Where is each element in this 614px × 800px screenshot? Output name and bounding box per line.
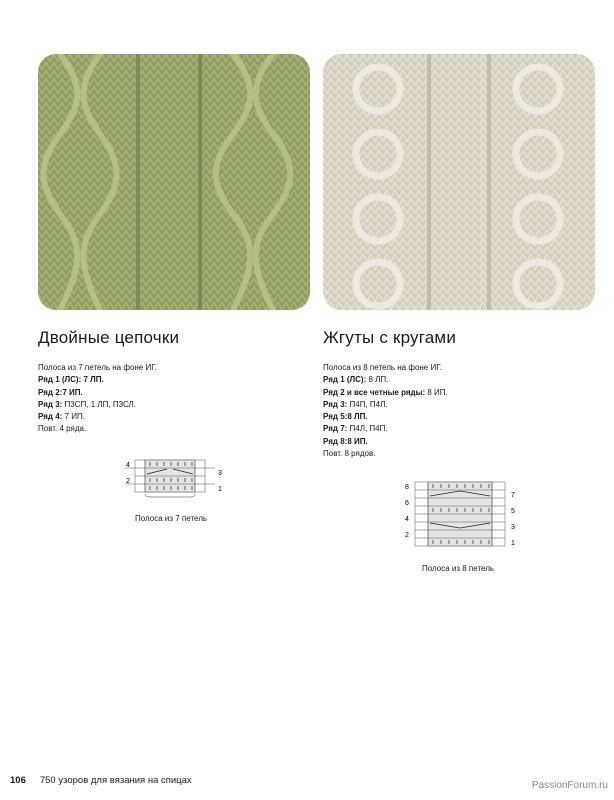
instruction-line: Ряд 3: П3СП, 1 ЛП, П3СЛ. — [38, 399, 137, 409]
pattern-title-cables-with-circles: Жгуты с кругами — [323, 328, 457, 347]
chart-caption-double-chains: Полоса из 7 петель — [135, 514, 208, 523]
page-number: 106 — [10, 775, 26, 786]
stitch-chart-double-chains — [120, 456, 230, 500]
instruction-line: Ряд 2 и все четные ряды: 8 ИП. — [323, 387, 448, 397]
row-number-label: 8 — [405, 484, 409, 491]
row-number-label: 3 — [511, 524, 515, 531]
instruction-line: Ряд 2:7 ИП. — [38, 387, 83, 397]
row-number-label: 4 — [126, 462, 130, 469]
row-number-label: 3 — [218, 470, 222, 477]
instruction-line: Ряд 1 (ЛС): 8 ЛП. — [323, 375, 389, 385]
row-number-label: 4 — [405, 516, 409, 523]
pattern-instructions-cables-with-circles — [323, 362, 583, 460]
instruction-line: Ряд 1 (ЛС): 7 ЛП. — [38, 375, 104, 385]
instruction-line: Повт. 4 ряда. — [38, 424, 87, 434]
swatch-photo-cables-with-circles — [323, 54, 595, 310]
instruction-line: Повт. 8 рядов. — [323, 449, 376, 459]
row-number-label: 2 — [405, 532, 409, 539]
instruction-line: Ряд 8:8 ИП. — [323, 436, 368, 446]
row-number-label: 5 — [511, 508, 515, 515]
watermark: PassionForum.ru — [531, 780, 608, 791]
instruction-line: Ряд 4: 7 ИП. — [38, 412, 85, 422]
row-number-label: 7 — [511, 492, 515, 499]
pattern-title-double-chains: Двойные цепочки — [38, 328, 180, 347]
row-number-label: 1 — [218, 486, 222, 493]
stitch-chart-cables-with-circles — [400, 478, 520, 550]
page-footer — [10, 775, 192, 786]
instruction-line: Полоса из 8 петель на фоне ИГ. — [323, 363, 442, 372]
swatch-photo-double-chains — [38, 54, 310, 310]
row-number-label: 2 — [126, 478, 130, 485]
instruction-line: Ряд 7: П4Л, П4П. — [323, 424, 388, 434]
instruction-line: Ряд 3: П4П, П4Л. — [323, 399, 388, 409]
row-number-label: 1 — [511, 540, 515, 547]
instruction-line: Полоса из 7 петель на фоне ИГ. — [38, 363, 157, 372]
row-number-label: 6 — [405, 500, 409, 507]
book-title: 750 узоров для вязания на спицах — [39, 775, 192, 786]
instruction-line: Ряд 5:8 ЛП. — [323, 412, 368, 422]
pattern-instructions-double-chains — [38, 362, 298, 436]
chart-caption-cables-with-circles: Полоса из 8 петель — [422, 564, 495, 573]
